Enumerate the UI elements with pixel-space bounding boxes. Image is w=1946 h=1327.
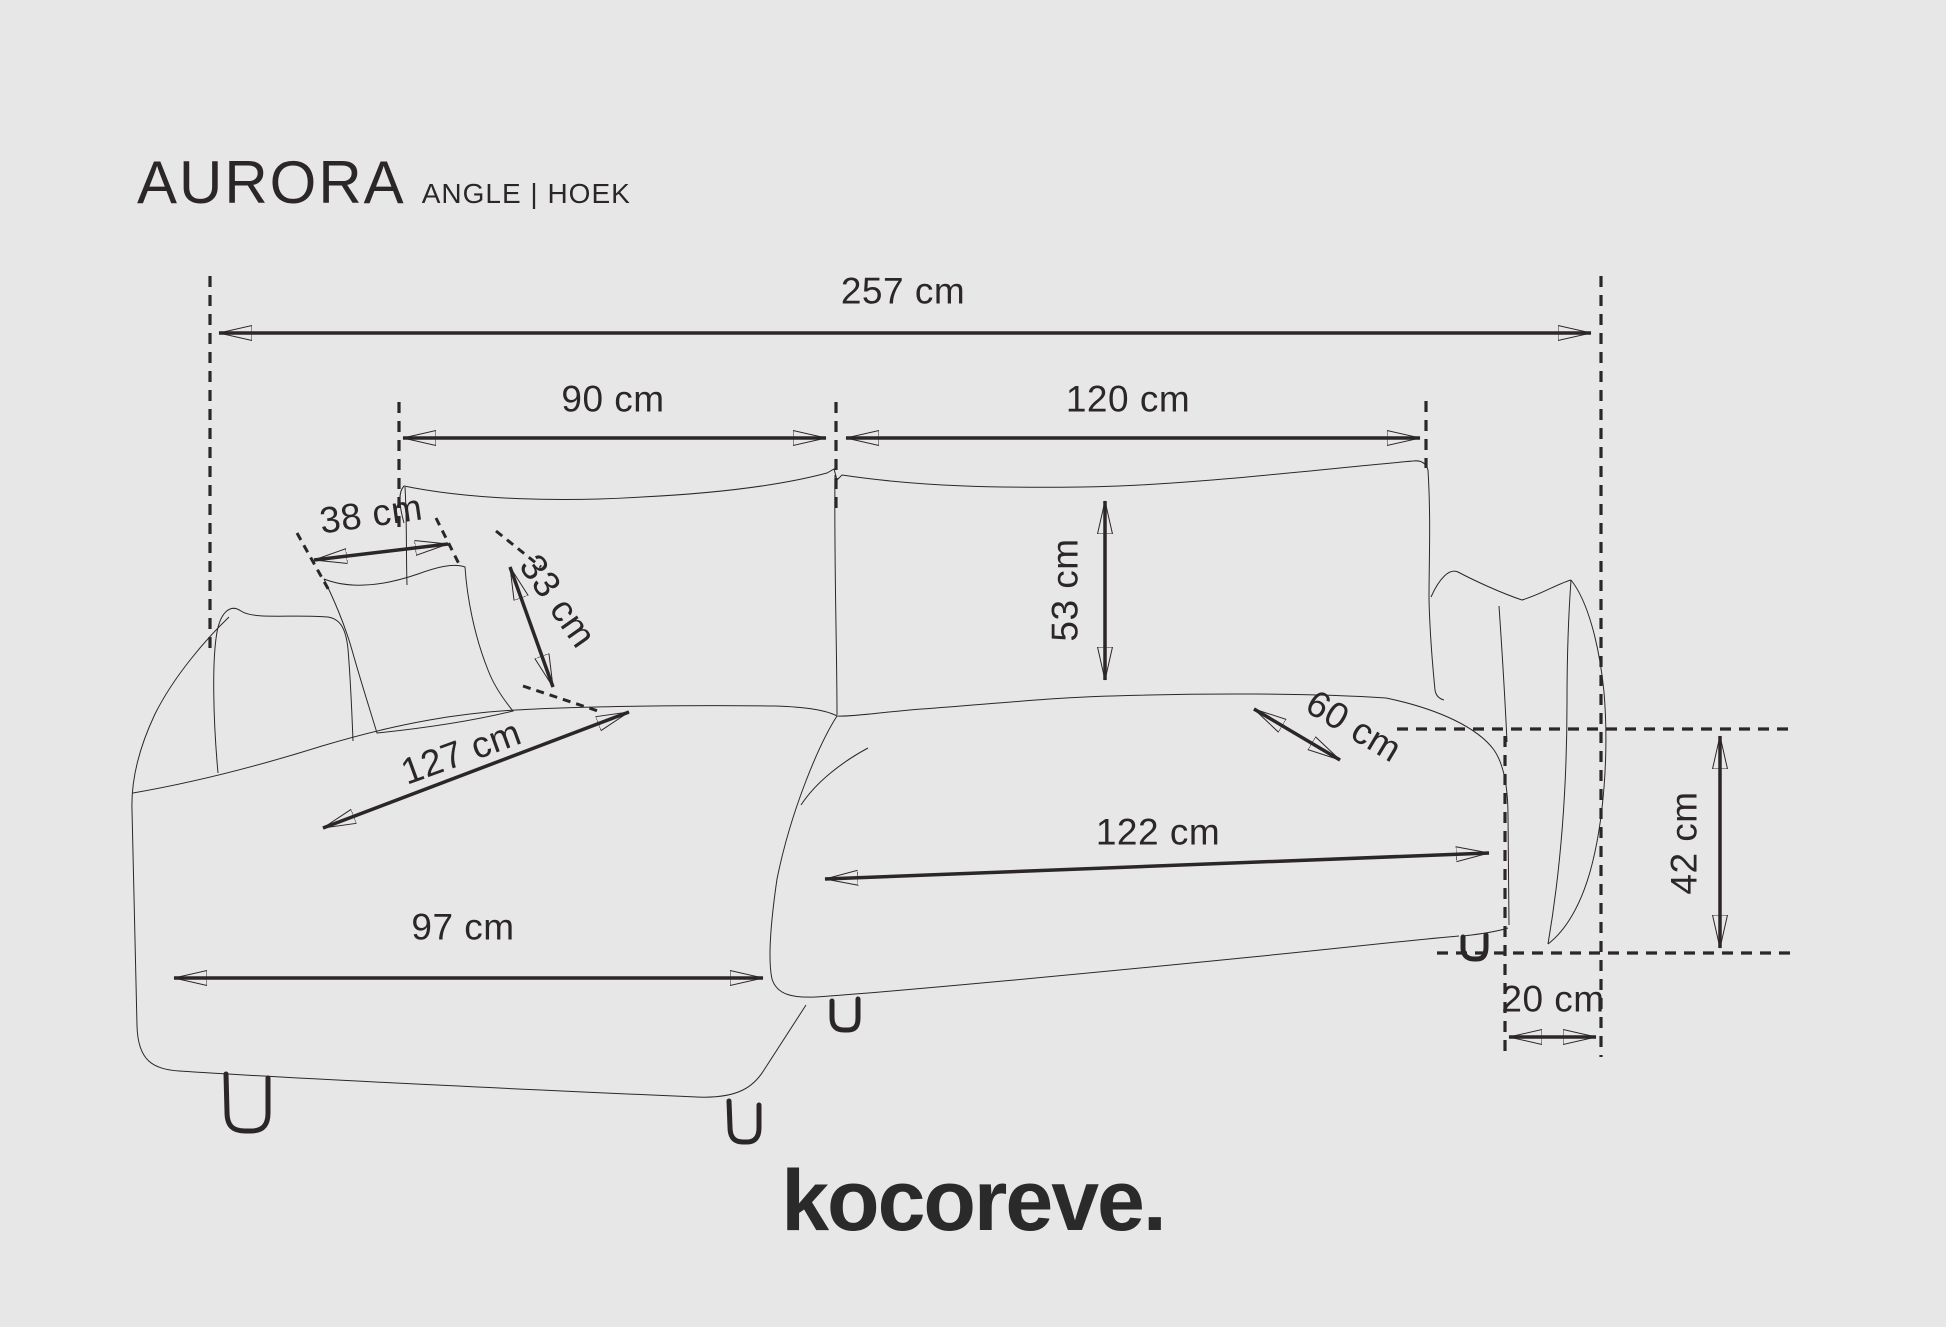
sofa-outline <box>132 461 1606 1142</box>
cushion <box>324 565 513 733</box>
right-armrest-inner <box>1548 580 1571 944</box>
seat-base-line <box>133 694 1509 925</box>
dim-label-backrest-height: 53 cm <box>1044 538 1086 642</box>
dim-label-chaise-width: 97 cm <box>411 906 515 948</box>
dim-label-seat-width: 122 cm <box>1095 811 1221 853</box>
right-armrest-top <box>1431 571 1571 600</box>
junction-edge <box>835 475 837 715</box>
dim-label-cushion-height: 33 cm <box>511 546 605 656</box>
chaise-outline <box>132 617 806 1097</box>
dim-label-cushion-width: 38 cm <box>317 486 425 542</box>
seat-corner-roll <box>801 748 868 805</box>
dim-label-back-left: 90 cm <box>561 378 665 420</box>
right-armrest-crease <box>1499 606 1507 742</box>
leg <box>832 999 858 1030</box>
dim-label-seat-depth: 60 cm <box>1299 681 1409 771</box>
seat-bottom-edge <box>816 936 1459 997</box>
junction-curve <box>770 716 837 997</box>
dim-arrow-seat-width <box>825 853 1489 879</box>
dim-label-chaise-diagonal: 127 cm <box>395 711 527 793</box>
leg <box>729 1101 759 1142</box>
header <box>137 148 631 217</box>
leg <box>1463 935 1486 959</box>
dim-label-back-right: 120 cm <box>1065 378 1191 420</box>
right-armrest-outer <box>1548 580 1606 944</box>
dim-arrow-cushion-width <box>314 544 448 560</box>
brand-logo: kocoreve. <box>781 1153 1165 1249</box>
dim-label-total-width: 257 cm <box>840 270 966 312</box>
left-armrest <box>214 608 353 773</box>
leg <box>226 1074 268 1131</box>
dim-label-armrest-height: 42 cm <box>1663 791 1705 895</box>
product-subtitle: ANGLE | HOEK <box>421 178 631 209</box>
dimension-arrows <box>174 333 1720 1037</box>
product-title: AURORA <box>137 149 406 216</box>
dim-label-armrest-width: 20 cm <box>1501 978 1605 1020</box>
